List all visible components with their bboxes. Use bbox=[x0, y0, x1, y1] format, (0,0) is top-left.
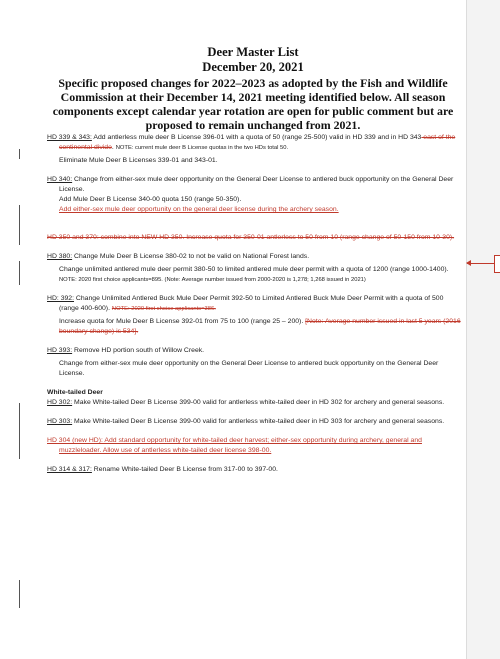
hd303-text: Make White-tailed Deer B License 399-00 valid for antlerless white-tailed deer in HD 303 for archery and general seasons. bbox=[72, 418, 445, 425]
hd339-label: HD 339 & 343: bbox=[47, 134, 92, 141]
hd392-text: Change Unlimited Antlered Buck Mule Deer Permit 392-50 to Limited Antlered Buck Mule Deer Permit with a quota of 500 (range 400-600). bbox=[59, 295, 444, 312]
hd339-note: NOTE: current mule deer B License quotas in the two HDs total 50. bbox=[115, 145, 289, 151]
hd339-text: Add antlerless mule deer B License 396-01 with a quota of 50 (range 25-500) valid in HD 339 and in HD 343 bbox=[91, 134, 422, 141]
document-header bbox=[40, 45, 466, 133]
hd392-paragraph bbox=[47, 294, 461, 314]
hd339-text2: . bbox=[111, 144, 116, 151]
hd314-label: HD 314 & 317: bbox=[47, 466, 92, 473]
change-bar bbox=[19, 261, 20, 285]
hd380-line2-text: Change unlimited antlered mule deer permit 380-50 to limited antlered mule deer permit with a quota of 1200 (range 1000-1400). bbox=[59, 266, 449, 273]
hd393-text: Remove HD portion south of Willow Creek. bbox=[72, 347, 205, 354]
hd380-note: NOTE: 2020 first choice applicants=895. (Note: Average number issued from 2000-2020 is 1,278; 1,268 issued in 2021) bbox=[59, 277, 366, 283]
hd393-line2: Change from either-sex mule deer opportunity on the General Deer License to antlered buck opportunity on the General Deer License. bbox=[59, 360, 439, 377]
comment-balloon[interactable] bbox=[494, 255, 500, 273]
hd302-label: HD 302: bbox=[47, 399, 73, 406]
hd380-paragraph bbox=[47, 252, 461, 262]
hd303-paragraph bbox=[47, 417, 461, 427]
hd340-label: HD 340: bbox=[47, 176, 73, 183]
hd340-line2: Add Mule Deer B License 340-00 quota 150 (range 50-350). bbox=[59, 196, 242, 203]
hd392-label: HD: 392: bbox=[47, 295, 75, 302]
hd392-line2-text: Increase quota for Mule Deer B License 392-01 from 75 to 100 (range 25 – 200). bbox=[59, 318, 306, 325]
hd393-label: HD 393: bbox=[47, 347, 73, 354]
hd302-text: Make White-tailed Deer B License 399-00 valid for antlerless white-tailed deer in HD 302 for archery and general seasons. bbox=[72, 399, 445, 406]
hd314-text: Rename White-tailed Deer B License from 317-00 to 397-00. bbox=[91, 466, 278, 473]
hd304-inserted: HD 304 (new HD): Add standard opportunity for white-tailed deer harvest; either-sex opportunity during archery, general and muzzleloader. Allow use of antlerless white-tailed deer license 398-00. bbox=[47, 437, 422, 454]
hd392-deleted-note: NOTE: 2020 first choice applicants=386. bbox=[111, 306, 216, 312]
change-bar bbox=[19, 580, 20, 608]
hd393-paragraph bbox=[47, 346, 461, 356]
document-body bbox=[47, 133, 461, 475]
document-title: Deer Master List bbox=[207, 45, 299, 59]
hd340-inserted: Add either-sex mule deer opportunity on the general deer license during the archery season. bbox=[59, 206, 339, 213]
hd303-label: HD 303: bbox=[47, 418, 73, 425]
hd380-label: HD 380: bbox=[47, 253, 73, 260]
hd392-line2 bbox=[47, 317, 461, 337]
hd340-text: Change from either-sex mule deer opportunity on the General Deer License to antlered buck opportunity on the General Deer License. bbox=[59, 176, 454, 193]
document-date: December 20, 2021 bbox=[202, 60, 304, 75]
hd380-line2 bbox=[47, 265, 461, 285]
hd380-text: Change Mule Deer B License 380-02 to not be valid on National Forest lands. bbox=[72, 253, 310, 260]
change-bar bbox=[19, 205, 20, 245]
comment-margin-pane bbox=[466, 0, 500, 659]
hd350-deleted: HD 350 and 370: combine into NEW HD 350. Increase quota for 350-01 antlerless to 50 from 10 (range change of 50-150 from 10-30). bbox=[47, 234, 455, 241]
change-bar bbox=[19, 149, 20, 159]
hd302-paragraph bbox=[47, 398, 461, 408]
whitetail-heading: White-tailed Deer bbox=[47, 389, 103, 396]
hd392-deleted-note2: [Note: Average number issued in last 5 years (2016 boundary change) is 534]. bbox=[59, 318, 461, 335]
hd340-paragraph bbox=[47, 175, 461, 195]
hd314-paragraph bbox=[47, 465, 461, 475]
change-bar bbox=[19, 403, 20, 459]
document-subtitle: Specific proposed changes for 2022–2023 as adopted by the Fish and Wildlife Commission at their December 14, 2021 meeting identified below. All season components except calendar year rotation are open for public comment but are proposed to remain unchanged from 2021. bbox=[52, 75, 454, 133]
hd339-deleted: east of the continental divide bbox=[59, 134, 456, 151]
comment-connector-line bbox=[467, 263, 494, 264]
hd339-line2: Eliminate Mule Deer B Licenses 339-01 and 343-01. bbox=[59, 157, 218, 164]
hd339-paragraph bbox=[47, 133, 461, 153]
